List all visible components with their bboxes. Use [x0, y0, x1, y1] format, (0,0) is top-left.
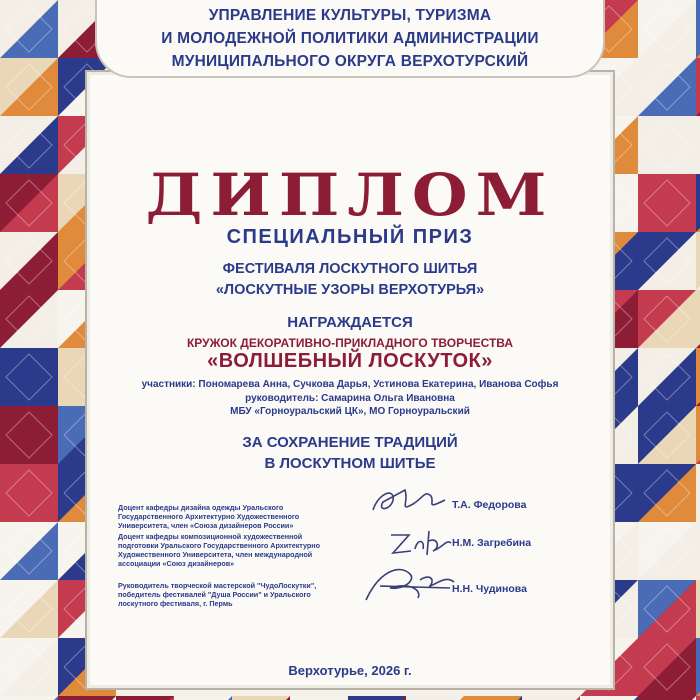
position-line: подготовки Уральского Государственного Архитектурно: [118, 541, 321, 550]
position-line: Университета, член «Союза дизайнеров России»: [118, 521, 294, 530]
organization-line: МУНИЦИПАЛЬНОГО ОКРУГА ВЕРХОТУРСКИЙ: [171, 53, 529, 70]
organization-line: И МОЛОДЕЖНОЙ ПОЛИТИКИ АДМИНИСТРАЦИИ: [161, 30, 539, 47]
club-type: КРУЖОК ДЕКОРАТИВНО-ПРИКЛАДНОГО ТВОРЧЕСТВА: [186, 336, 514, 350]
awarded-heading: НАГРАЖДАЕТСЯ: [287, 314, 413, 331]
quilt-triangle: [406, 696, 464, 700]
position-line: Доцент кафедры композиционной художественной: [118, 532, 303, 541]
quilt-patch: [696, 174, 700, 232]
quilt-patch: [696, 58, 700, 116]
signatory-name: Н.Н. Чудинова: [452, 583, 527, 595]
organization-header: [95, 4, 605, 73]
festival-name: [85, 259, 615, 301]
quilt-triangle: [290, 696, 348, 700]
quilt-triangle: [522, 696, 580, 700]
festival-line: ФЕСТИВАЛЯ ЛОСКУТНОГО ШИТЬЯ: [222, 261, 478, 277]
supervisor-line: руководитель: Самарина Ольга Ивановна: [245, 392, 455, 404]
quilt-triangle: [696, 232, 700, 290]
quilt-patch: [116, 696, 174, 700]
quilt-triangle: [696, 406, 700, 464]
reason-line: В ЛОСКУТНОМ ШИТЬЕ: [264, 455, 436, 472]
participants-line: участники: Пономарева Анна, Сучкова Дарья, Устинова Екатерина, Иванова Софья: [141, 379, 559, 390]
quilt-patch: [0, 696, 58, 700]
signatory-position: [118, 532, 323, 568]
participants-block: [85, 378, 615, 419]
quilt-patch: [464, 696, 522, 700]
signature-scribble: [360, 560, 460, 610]
festival-line: «ЛОСКУТНЫЕ УЗОРЫ ВЕРХОТУРЬЯ»: [215, 282, 485, 298]
quilt-patch: [348, 696, 406, 700]
quilt-triangle: [696, 348, 700, 406]
signatory-position: [118, 503, 323, 530]
position-line: Государственного Архитектурно Художественного: [118, 512, 300, 521]
signature-scribble: [365, 482, 455, 522]
club-name: «ВОЛШЕБНЫЙ ЛОСКУТОК»: [207, 350, 493, 372]
quilt-patch: [580, 696, 638, 700]
position-line: лоскутного фестиваля, г. Пермь: [118, 599, 233, 608]
signatory-name: Н.М. Загребина: [452, 537, 532, 549]
quilt-patch: [638, 696, 696, 700]
position-line: Художественного Университета, член международной: [118, 550, 313, 559]
quilt-triangle: [696, 464, 700, 522]
reason-line: ЗА СОХРАНЕНИЕ ТРАДИЦИЙ: [242, 434, 458, 451]
position-line: ассоциации «Союз дизайнеров»: [118, 559, 235, 568]
quilt-patch: [696, 116, 700, 174]
institution-line: МБУ «Горноуральский ЦК», МО Горноуральский: [230, 406, 470, 417]
special-prize: СПЕЦИАЛЬНЫЙ ПРИЗ: [226, 226, 474, 248]
award-reason: [85, 432, 615, 474]
quilt-triangle: [696, 696, 700, 700]
signatory-name: Т.А. Федорова: [452, 499, 527, 511]
quilt-triangle: [58, 696, 116, 700]
quilt-triangle: [696, 580, 700, 638]
quilt-patch: [232, 696, 290, 700]
organization-line: УПРАВЛЕНИЕ КУЛЬТУРЫ, ТУРИЗМА: [208, 7, 492, 24]
quilt-triangle: [696, 522, 700, 580]
position-line: Руководитель творческой мастерской "ЧудоЛоскутки",: [118, 581, 317, 590]
position-line: победитель фестивалей "Душа России" и Уральского: [118, 590, 311, 599]
place-and-year: Верхотурье, 2026 г.: [288, 663, 412, 678]
quilt-patch: [174, 696, 232, 700]
quilt-patch: [696, 638, 700, 696]
diploma-title: ДИПЛОМ: [145, 161, 555, 230]
position-line: Доцент кафедры дизайна одежды Уральского: [118, 503, 284, 512]
quilt-patch: [696, 0, 700, 58]
signature-scribble: [385, 525, 455, 561]
signatory-position: [118, 581, 323, 608]
quilt-patch: [696, 290, 700, 348]
